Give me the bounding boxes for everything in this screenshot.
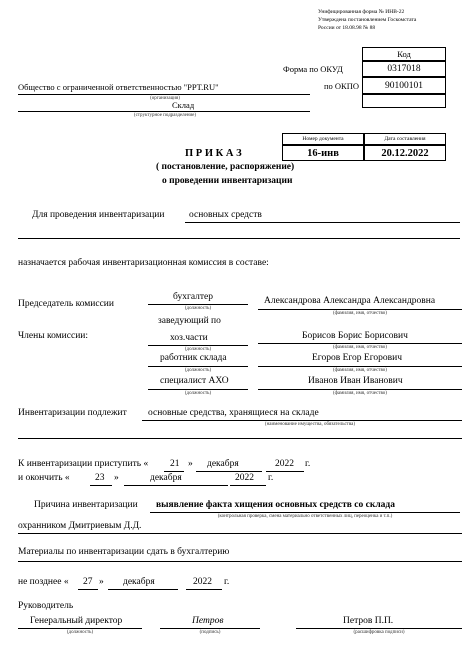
position-caption: (должность) bbox=[184, 306, 212, 311]
chairman-position: бухгалтер bbox=[173, 292, 214, 302]
subject-caption: (наименование имущества, обязательства) bbox=[264, 422, 356, 427]
start-year: 2022 bbox=[275, 459, 294, 469]
deadline-year: 2022 bbox=[193, 577, 212, 587]
member2-name: Егоров Егор Егорович bbox=[312, 353, 402, 363]
position-caption: (должность) bbox=[184, 347, 212, 352]
member1-name: Борисов Борис Борисович bbox=[302, 331, 408, 341]
purpose-value: основных средств bbox=[189, 210, 262, 220]
chairman-label: Председатель комиссии bbox=[18, 299, 114, 309]
member3-position: специалист АХО bbox=[160, 376, 229, 386]
member2-position: работник склада bbox=[160, 353, 227, 363]
form-reference-line3: России от 18.08.98 № 88 bbox=[318, 25, 376, 31]
reason-label: Причина инвентаризации bbox=[34, 500, 138, 510]
reason-continuation: охранником Дмитриевым Д.Д. bbox=[18, 521, 142, 531]
department-name: Склад bbox=[172, 100, 195, 110]
purpose-label: Для проведения инвентаризации bbox=[32, 210, 165, 220]
reason-caption: (контрольная проверка, смена материально ответственных лиц, переоценка и т.п.) bbox=[217, 514, 393, 519]
reason-value: выявление факта хищения основных средств со склада bbox=[156, 500, 395, 510]
fio-caption: (фамилия, имя, отчество) bbox=[333, 311, 387, 316]
okpo-label: по ОКПО bbox=[324, 81, 360, 91]
chairman-name: Александрова Александра Александровна bbox=[264, 296, 436, 306]
head-signature-caption: (подпись) bbox=[199, 630, 221, 635]
code-header-cell: Код bbox=[362, 47, 446, 61]
start-day: 21 bbox=[170, 459, 180, 469]
head-decoding: Петров П.П. bbox=[343, 616, 394, 626]
order-subject: о проведении инвентаризации bbox=[162, 176, 293, 186]
form-reference-line1: Унифицированная форма № ИНВ-22 bbox=[318, 9, 405, 15]
position-caption: (должность) bbox=[184, 368, 212, 373]
doc-date-header: Дата составления bbox=[364, 133, 446, 145]
deadline-month: декабря bbox=[123, 577, 155, 587]
end-day: 23 bbox=[95, 473, 105, 483]
doc-number-header: Номер документа bbox=[282, 133, 364, 145]
member1-position-line1: заведующий по bbox=[158, 316, 221, 326]
order-title: П Р И К А З bbox=[185, 148, 242, 159]
head-position: Генеральный директор bbox=[30, 616, 123, 626]
head-decoding-caption: (расшифровка подписи) bbox=[353, 630, 405, 635]
start-label: К инвентаризации приступить « bbox=[18, 459, 149, 469]
fio-caption: (фамилия, имя, отчество) bbox=[333, 345, 387, 350]
deadline-day: 27 bbox=[83, 577, 93, 587]
doc-date: 20.12.2022 bbox=[364, 145, 446, 161]
okud-value: 0317018 bbox=[362, 61, 446, 77]
members-label: Члены комиссии: bbox=[18, 331, 89, 341]
deadline-prefix: не позднее « bbox=[18, 577, 69, 587]
form-reference-line2: Утверждена постановлением Госкомстата bbox=[318, 17, 417, 23]
okud-label: Форма по ОКУД bbox=[283, 64, 343, 74]
end-year: 2022 bbox=[235, 473, 254, 483]
start-month: декабря bbox=[207, 459, 239, 469]
end-month: декабря bbox=[150, 473, 182, 483]
commission-line: назначается рабочая инвентаризационная комиссия в составе: bbox=[18, 258, 269, 268]
organization-name: Общество с ограниченной ответственностью "PPT.RU" bbox=[18, 82, 219, 92]
head-signature: Петров bbox=[192, 616, 224, 626]
fio-caption: (фамилия, имя, отчество) bbox=[333, 391, 387, 396]
position-caption: (должность) bbox=[184, 391, 212, 396]
head-label: Руководитель bbox=[18, 601, 74, 611]
code-empty-cell bbox=[362, 94, 446, 108]
head-position-caption: (должность) bbox=[66, 630, 94, 635]
okpo-value: 90100101 bbox=[362, 77, 446, 94]
doc-number: 16-инв bbox=[282, 145, 364, 161]
order-subtitle: ( постановление, распоряжение) bbox=[156, 162, 295, 172]
department-caption: (структурное подразделение) bbox=[133, 113, 197, 118]
organization-caption: (организация) bbox=[150, 96, 180, 101]
member1-position-line2: хоз.части bbox=[170, 333, 208, 343]
materials-line: Материалы по инвентаризации сдать в бухгалтерию bbox=[18, 547, 230, 557]
member3-name: Иванов Иван Иванович bbox=[308, 376, 403, 386]
fio-caption: (фамилия, имя, отчество) bbox=[333, 368, 387, 373]
subject-value: основные средства, хранящиеся на складе bbox=[148, 408, 319, 418]
end-label: и окончить « bbox=[18, 473, 70, 483]
subject-label: Инвентаризации подлежит bbox=[18, 408, 127, 418]
